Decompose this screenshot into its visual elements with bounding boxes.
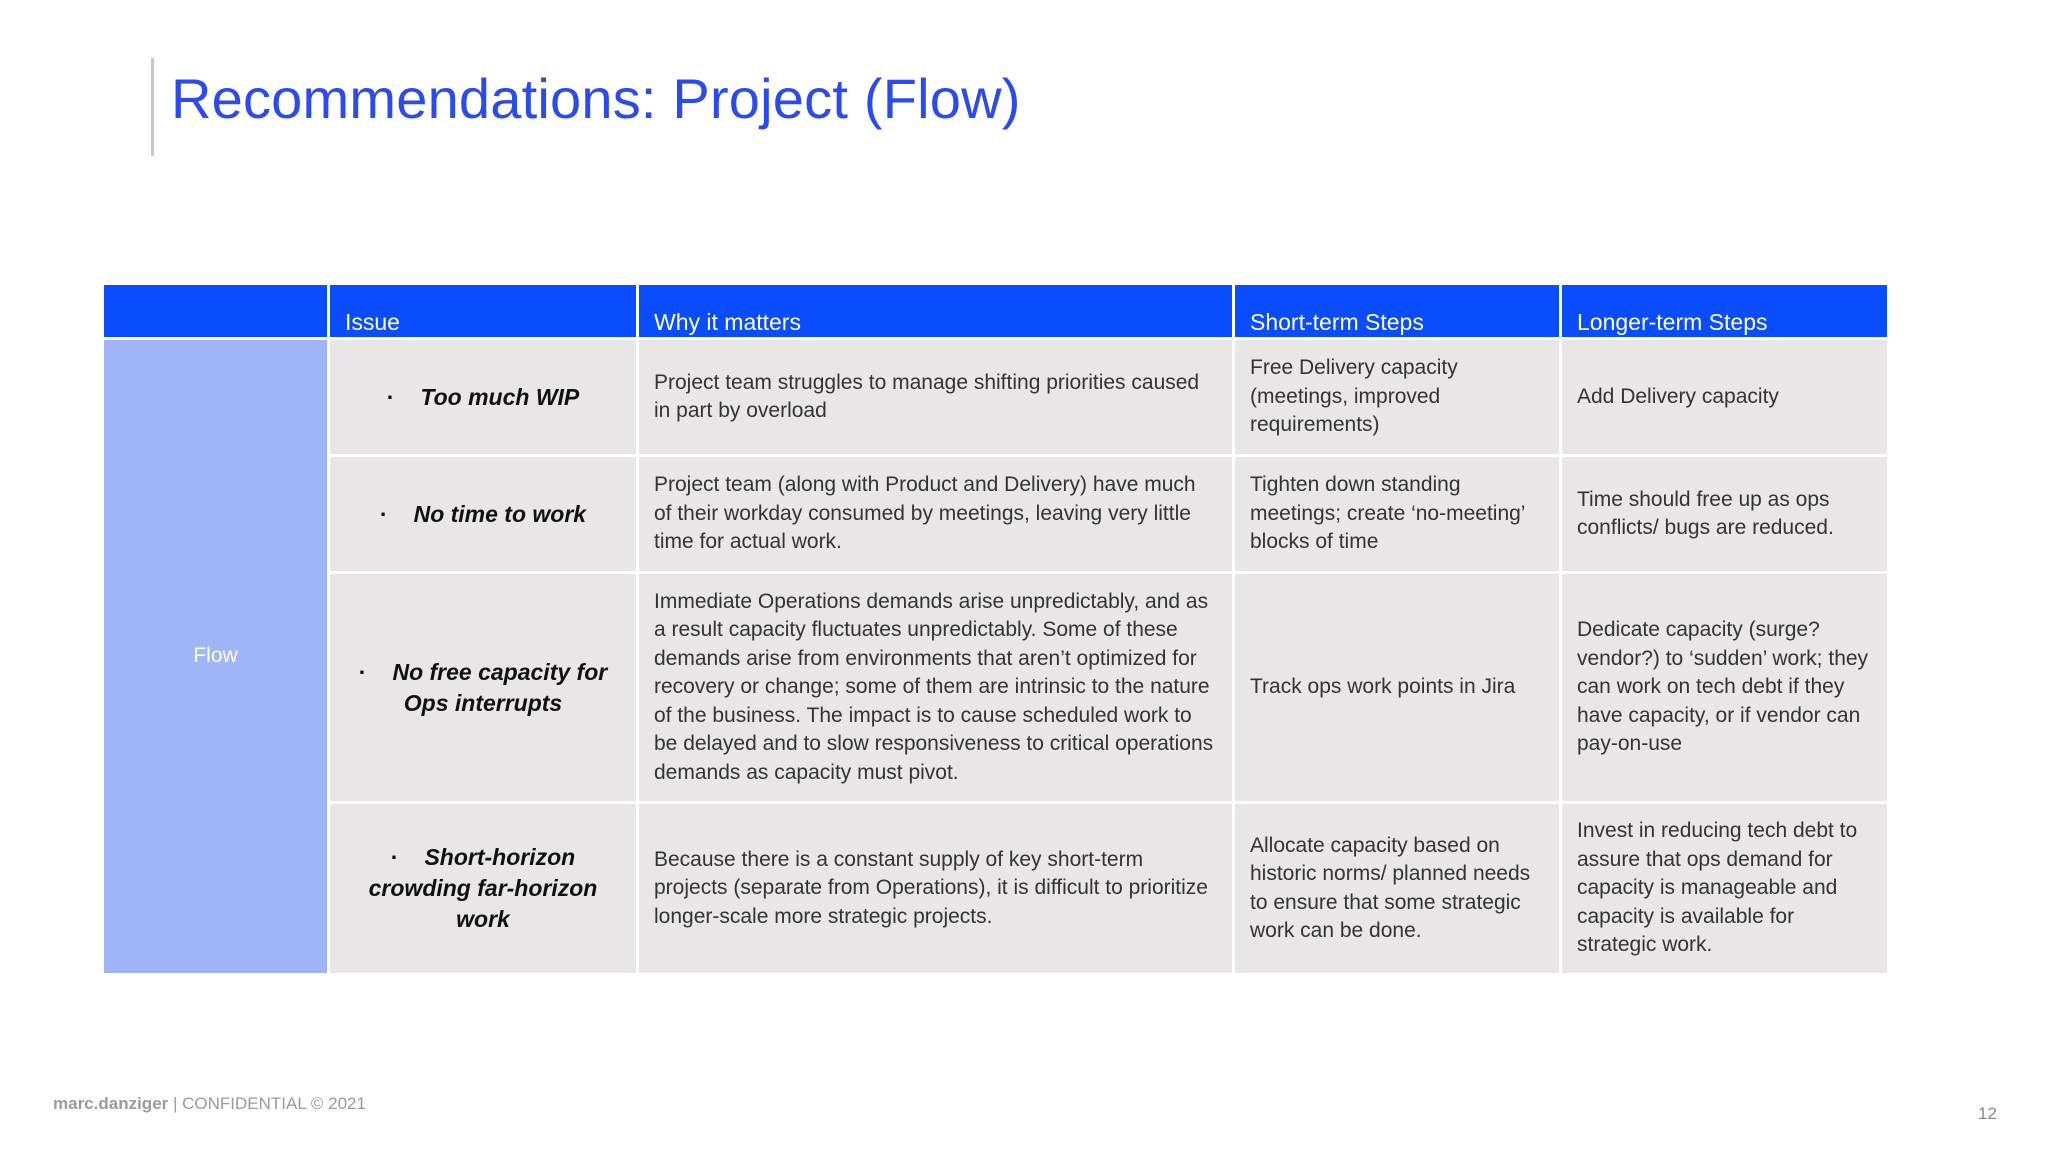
issue-cell	[329, 339, 638, 456]
title-accent-bar	[151, 58, 154, 156]
long-term-cell: Invest in reducing tech debt to assure that ops demand for capacity is manageable and capacity is available for strategic work.	[1561, 803, 1889, 975]
header-blank	[103, 284, 329, 339]
why-cell: Immediate Operations demands arise unpredictably, and as a result capacity fluctuates unpredictably. Some of these demands arise from environments that aren’t optimized for recovery or change; some of them are intrinsic to the nature of the business. The impact is to cause scheduled work to be delayed and to slow responsiveness to critical operations demands as capacity must pivot.	[638, 573, 1234, 803]
why-cell: Project team struggles to manage shifting priorities caused in part by overload	[638, 339, 1234, 456]
long-term-cell: Time should free up as ops conflicts/ bugs are reduced.	[1561, 456, 1889, 573]
table-row	[103, 339, 1889, 456]
footer-confidential: | CONFIDENTIAL © 2021	[168, 1094, 366, 1113]
issue-text: Too much WIP	[420, 383, 580, 410]
short-term-cell: Free Delivery capacity (meetings, improved requirements)	[1234, 339, 1561, 456]
bullet: ·	[390, 844, 399, 870]
slide-title: Recommendations: Project (Flow)	[171, 67, 1021, 130]
header-why-it-matters: Why it matters	[638, 284, 1234, 339]
recommendations-table	[101, 282, 1890, 976]
table-row	[103, 456, 1889, 573]
category-cell: Flow	[103, 339, 329, 975]
table-row	[103, 803, 1889, 975]
long-term-cell: Add Delivery capacity	[1561, 339, 1889, 456]
table-header-row	[103, 284, 1889, 339]
short-term-cell: Allocate capacity based on historic norms/ planned needs to ensure that some strategic work can be done.	[1234, 803, 1561, 975]
short-term-cell: Track ops work points in Jira	[1234, 573, 1561, 803]
why-cell: Project team (along with Product and Delivery) have much of their workday consumed by meetings, leaving very little time for actual work.	[638, 456, 1234, 573]
footer-author: marc.danziger	[53, 1094, 169, 1113]
issue-text: No free capacity for Ops interrupts	[392, 658, 608, 716]
bullet: ·	[358, 658, 367, 685]
issue-text: No time to work	[413, 500, 587, 527]
header-longer-term-steps: Longer-term Steps	[1561, 284, 1889, 339]
issue-text: Short-horizon crowding far-horizon work	[368, 844, 598, 932]
bullet: ·	[379, 500, 388, 527]
footer	[53, 1094, 366, 1114]
table-row	[103, 573, 1889, 803]
long-term-cell: Dedicate capacity (surge? vendor?) to ‘sudden’ work; they can work on tech debt if they have capacity, or if vendor can pay-on-use	[1561, 573, 1889, 803]
issue-cell	[329, 573, 638, 803]
page-number: 12	[1978, 1104, 1997, 1123]
short-term-cell: Tighten down standing meetings; create ‘no-meeting’ blocks of time	[1234, 456, 1561, 573]
issue-cell	[329, 456, 638, 573]
why-cell: Because there is a constant supply of key short-term projects (separate from Operations), it is difficult to prioritize longer-scale more strategic projects.	[638, 803, 1234, 975]
issue-cell	[329, 803, 638, 975]
header-short-term-steps: Short-term Steps	[1234, 284, 1561, 339]
header-issue: Issue	[329, 284, 638, 339]
bullet: ·	[386, 383, 395, 410]
